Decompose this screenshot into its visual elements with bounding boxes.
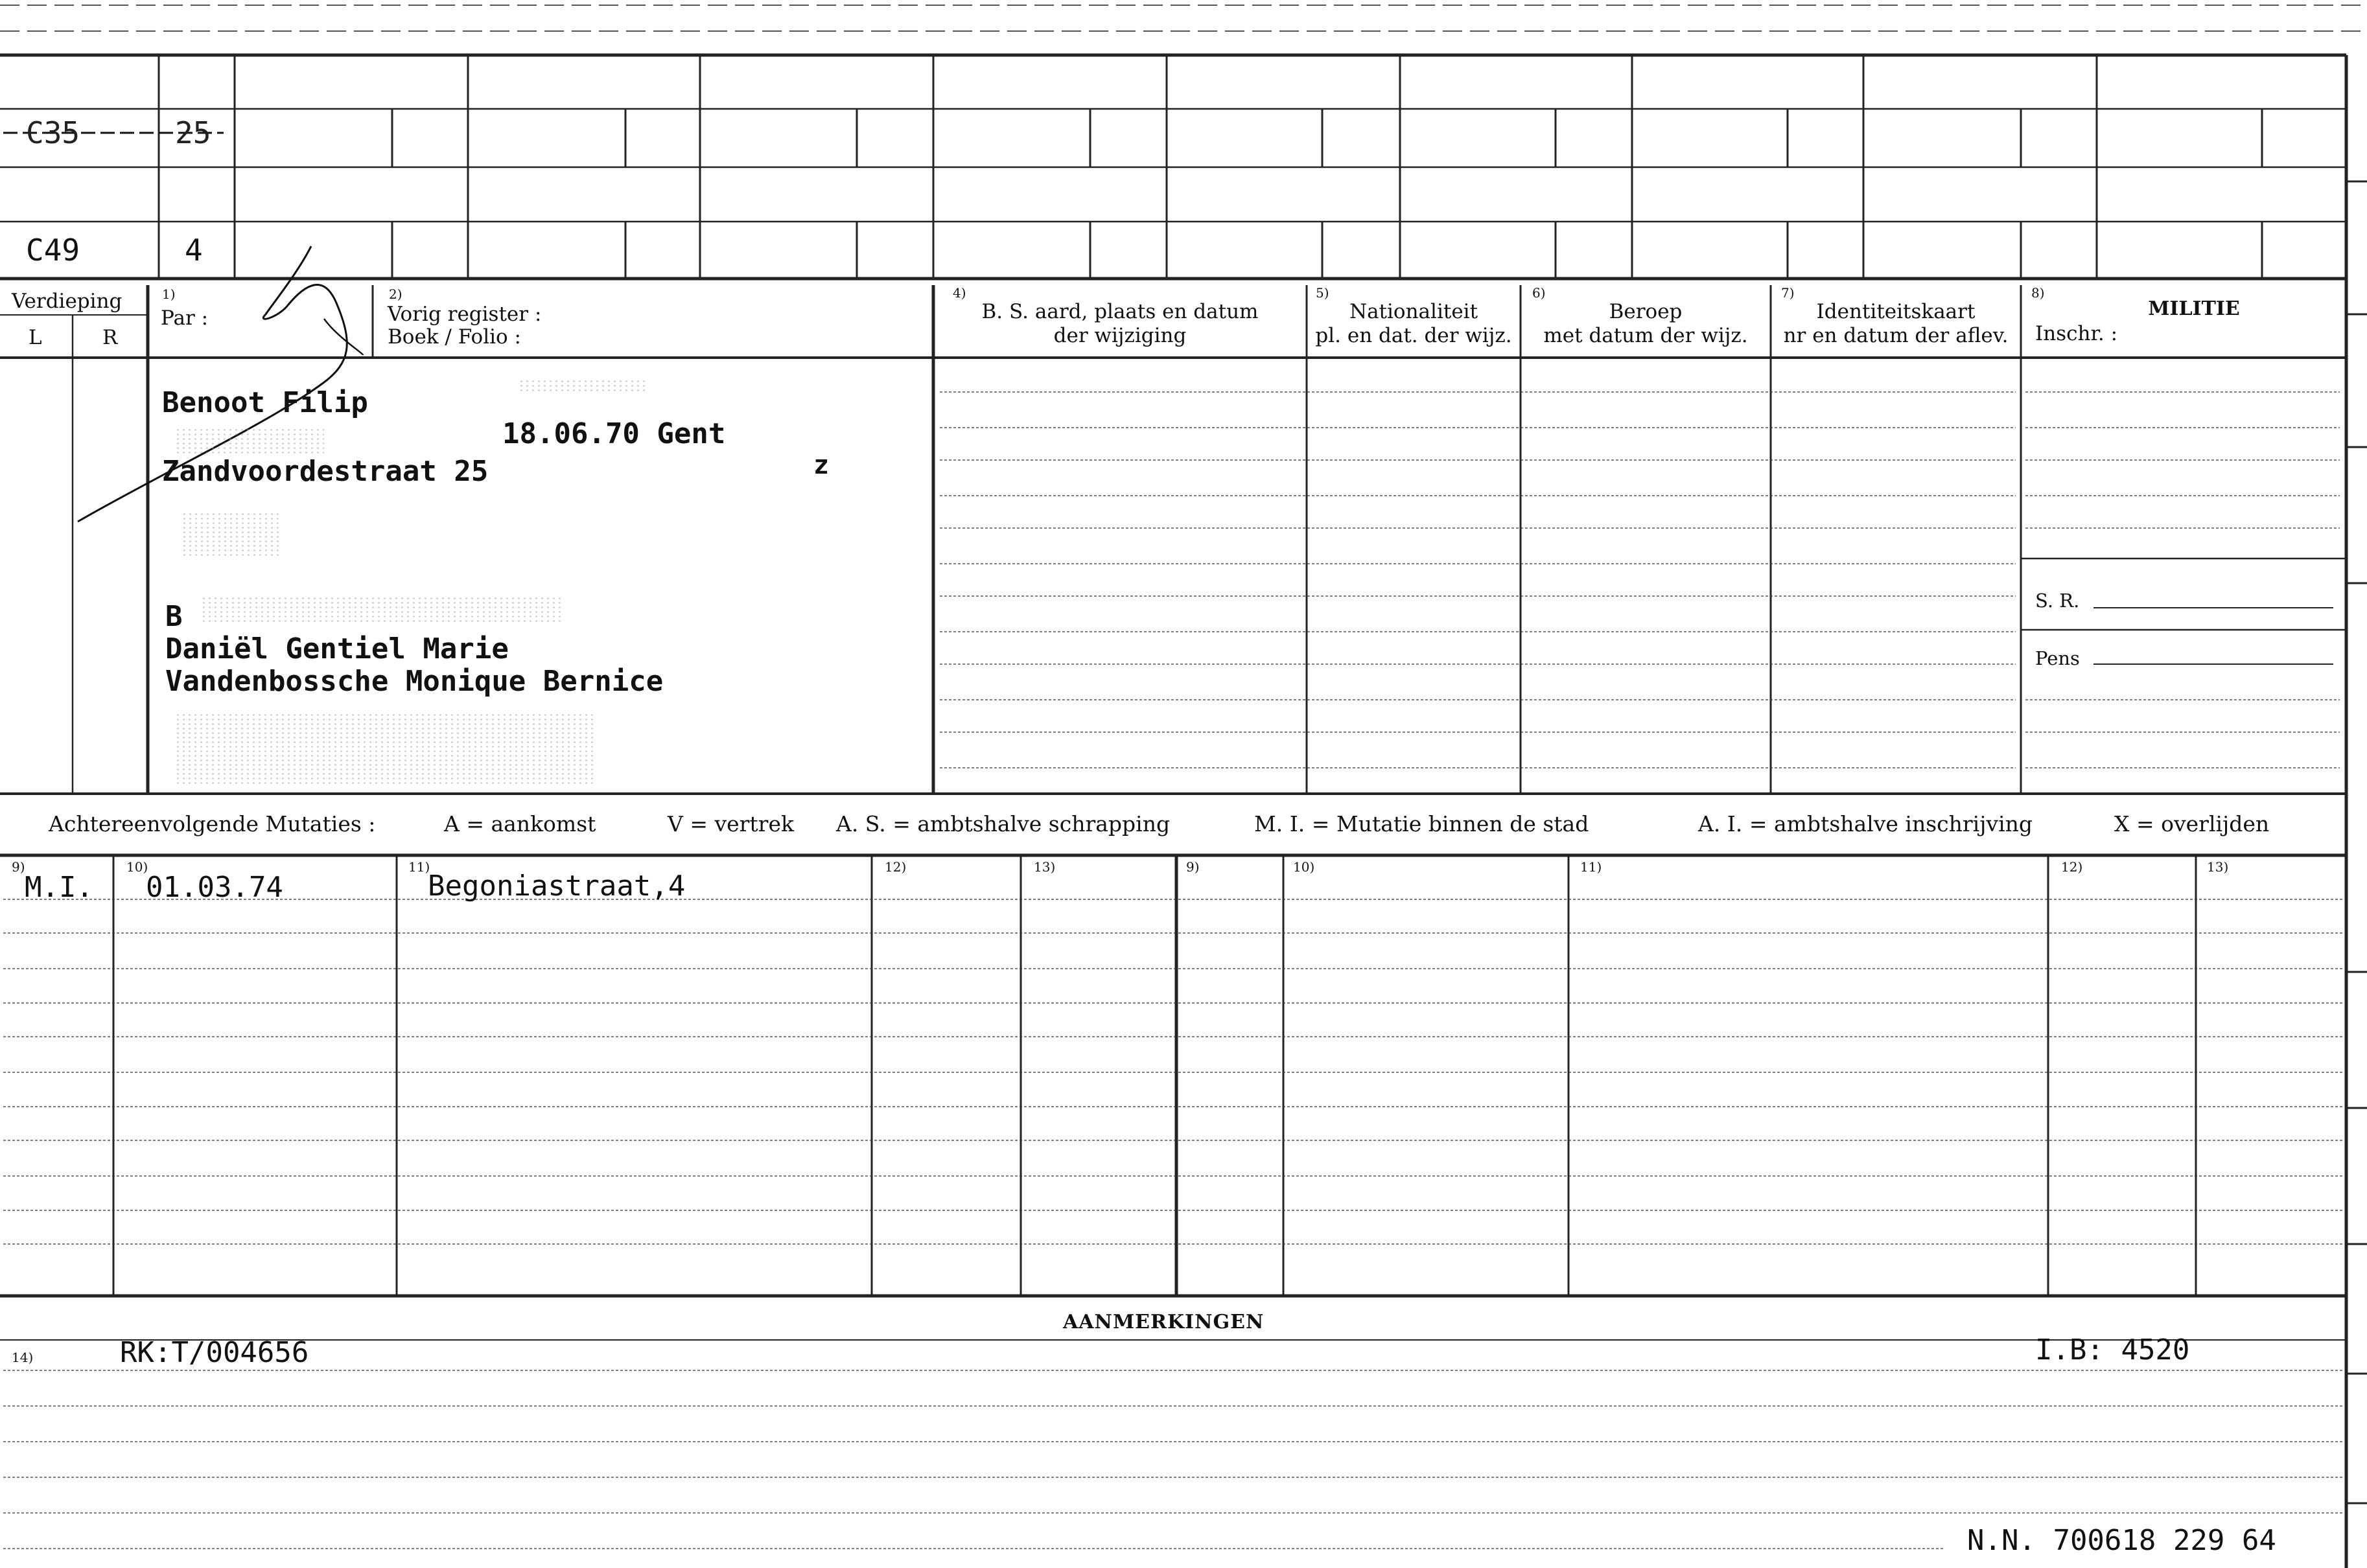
mutation-date: 01.03.74 <box>146 871 283 904</box>
id-num: 7) <box>1781 285 1795 301</box>
person-address: Zandvoordestraat 25 <box>162 455 489 488</box>
aanmerkingen-num: 14) <box>12 1350 34 1365</box>
col-num: 10) <box>126 859 148 875</box>
militie-header: MILITIE <box>2148 297 2240 320</box>
vorig-register-label: Vorig register : <box>388 303 542 326</box>
inschr-label: Inschr. : <box>2035 322 2118 345</box>
rk-number: RK:T/004656 <box>120 1336 309 1369</box>
nat-header-2: pl. en dat. der wijz. <box>1315 324 1512 347</box>
ber-header-1: Beroep <box>1609 300 1683 323</box>
person-name: Benoot Filip <box>162 386 368 419</box>
bs-header-1: B. S. aard, plaats en datum <box>981 300 1259 323</box>
col-num: 13) <box>1034 859 1056 875</box>
nat-header-1: Nationaliteit <box>1349 300 1478 323</box>
mutation-type: M.I. <box>25 871 93 904</box>
boek-folio-label: Boek / Folio : <box>388 325 521 349</box>
col-num: 13) <box>2207 859 2229 875</box>
legend-a: A = aankomst <box>444 811 596 836</box>
verdieping-label: Verdieping <box>12 290 122 313</box>
redacted-area <box>181 512 279 557</box>
redacted-area <box>175 713 596 784</box>
pens-label: Pens <box>2035 647 2080 669</box>
l-label: L <box>29 326 42 349</box>
count-current: 4 <box>185 233 203 268</box>
id-header-1: Identiteitskaart <box>1816 300 1976 323</box>
legend-mi: M. I. = Mutatie binnen de stad <box>1254 811 1589 836</box>
ib-number: I.B: 4520 <box>2035 1333 2190 1366</box>
legend-v: V = vertrek <box>668 811 794 836</box>
col-num: 11) <box>1580 859 1602 875</box>
bs-num: 4) <box>953 285 966 301</box>
col-num: 9) <box>1186 859 1200 875</box>
col-num: 12) <box>2061 859 2083 875</box>
nat-num: 5) <box>1316 285 1329 301</box>
redacted-area <box>175 428 324 454</box>
code-old: C35 <box>26 115 80 150</box>
bs-header-2: der wijziging <box>1053 324 1187 347</box>
mil-num: 8) <box>2031 285 2045 301</box>
mutaties-label: Achtereenvolgende Mutaties : <box>49 811 376 836</box>
count-old: 25 <box>175 115 211 150</box>
col-num: 9) <box>12 859 25 875</box>
redacted-area <box>519 379 648 392</box>
code-current: C49 <box>26 233 80 268</box>
redacted-area <box>201 596 564 622</box>
mutation-address: Begoniastraat,4 <box>428 870 686 903</box>
id-header-2: nr en datum der aflev. <box>1783 324 2009 347</box>
person-mother: Vandenbossche Monique Bernice <box>165 665 664 698</box>
ber-header-2: met datum der wijz. <box>1543 324 1748 347</box>
ber-num: 6) <box>1532 285 1546 301</box>
legend-ai: A. I. = ambtshalve inschrijving <box>1698 811 2033 836</box>
col-num: 11) <box>408 859 430 875</box>
person-mark: z <box>813 450 830 480</box>
par-num: 1) <box>162 286 176 302</box>
col-num: 12) <box>885 859 907 875</box>
aanmerkingen-title: AANMERKINGEN <box>1063 1311 1265 1333</box>
national-number: N.N. 700618 229 64 <box>1967 1524 2276 1557</box>
person-father: Daniël Gentiel Marie <box>165 632 509 665</box>
person-birth: 18.06.70 Gent <box>502 417 726 450</box>
r-label: R <box>102 326 118 349</box>
par-label: Par : <box>161 306 209 330</box>
legend-x: X = overlijden <box>2114 811 2270 836</box>
col-num: 10) <box>1293 859 1315 875</box>
vorig-num: 2) <box>389 286 402 302</box>
sr-label: S. R. <box>2035 590 2080 612</box>
legend-as: A. S. = ambtshalve schrapping <box>836 811 1171 836</box>
person-nationality: B <box>165 600 183 633</box>
